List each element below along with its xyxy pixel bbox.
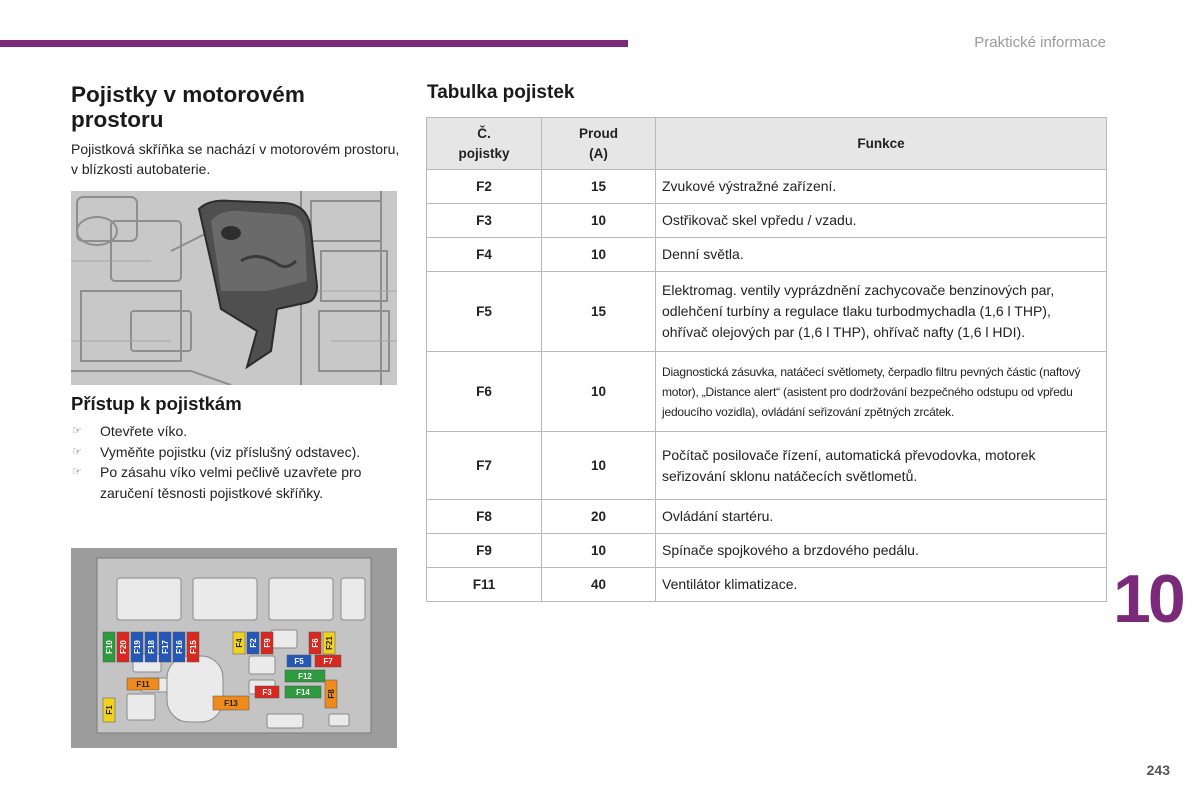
col-header-current: Proud (A) bbox=[542, 118, 656, 170]
fuse-label: F20 bbox=[119, 640, 128, 654]
step-text: Vyměňte pojistku (viz příslušný odstavec). bbox=[100, 443, 361, 460]
fuse-label: F16 bbox=[175, 640, 184, 654]
page-number: 243 bbox=[1146, 762, 1170, 778]
engine-fusebox-photo bbox=[71, 191, 397, 385]
table-title: Tabulka pojistek bbox=[427, 82, 575, 103]
current-cell: 15 bbox=[542, 272, 656, 352]
fuse-cell: F2 bbox=[427, 170, 542, 204]
fuse-cell: F8 bbox=[427, 500, 542, 534]
table-row bbox=[427, 534, 1107, 568]
step-text: Po zásahu víko velmi pečlivě uzavřete pro zaručení těsnosti pojistkové skříňky. bbox=[100, 464, 362, 501]
current-cell: 10 bbox=[542, 238, 656, 272]
access-heading: Přístup k pojistkám bbox=[71, 393, 242, 414]
fuse-cell: F9 bbox=[427, 534, 542, 568]
table-row bbox=[427, 432, 1107, 500]
fuse-cell: F11 bbox=[427, 568, 542, 602]
function-cell: Denní světla. bbox=[656, 238, 1107, 272]
fuse-cell: F6 bbox=[427, 352, 542, 432]
header-accent-bar bbox=[0, 40, 628, 47]
fuse-label: F17 bbox=[161, 640, 170, 654]
function-cell: Zvukové výstražné zařízení. bbox=[656, 170, 1107, 204]
hand-pointer-icon: ☞ bbox=[72, 445, 82, 458]
table-header-row bbox=[427, 118, 1107, 170]
fuse-cell: F4 bbox=[427, 238, 542, 272]
fuse-cell: F7 bbox=[427, 432, 542, 500]
fuse-label: F6 bbox=[311, 638, 320, 648]
function-cell: Elektromag. ventily vyprázdnění zachycovače benzinových par, odlehčení turbíny a regulace tlaku turbodmychadla (1,6 l THP), ohřívač olejových par (1,6 l THP), ohřívač nafty (1,6 l HDI). bbox=[656, 272, 1107, 352]
current-cell: 10 bbox=[542, 352, 656, 432]
fuse-label: F12 bbox=[298, 672, 312, 681]
step-item bbox=[71, 442, 401, 463]
table-row bbox=[427, 238, 1107, 272]
current-cell: 15 bbox=[542, 170, 656, 204]
fuse-layout-diagram bbox=[71, 548, 397, 748]
section-title: Praktické informace bbox=[974, 34, 1106, 51]
table-row bbox=[427, 500, 1107, 534]
page-title: Pojistky v motorovém prostoru bbox=[71, 82, 305, 132]
step-item bbox=[71, 462, 401, 503]
fuse-label: F2 bbox=[249, 638, 258, 648]
col-header-fuse: Č. pojistky bbox=[427, 118, 542, 170]
fuse-label: F7 bbox=[323, 657, 333, 666]
fuse-label: F15 bbox=[189, 640, 198, 654]
chapter-number: 10 bbox=[1113, 561, 1183, 637]
table-row bbox=[427, 568, 1107, 602]
intro-text: Pojistková skříňka se nachází v motorovém prostoru, v blízkosti autobaterie. bbox=[71, 141, 400, 177]
fuse-label: F4 bbox=[235, 638, 244, 648]
current-cell: 10 bbox=[542, 204, 656, 238]
table-row bbox=[427, 352, 1107, 432]
fuse-label: F1 bbox=[105, 705, 114, 715]
table-row bbox=[427, 204, 1107, 238]
function-cell: Diagnostická zásuvka, natáčecí světlomety, čerpadlo filtru pevných částic (naftový motor), „Distance alert“ (asistent pro dodržování bezpečného odstupu od vpředu jedoucího vozidla), ovládání seřizování zpětných zrcátek. bbox=[656, 352, 1107, 432]
fuse-label: F21 bbox=[325, 636, 334, 650]
function-cell: Ostřikovač skel vpředu / vzadu. bbox=[656, 204, 1107, 238]
fuse-label: F9 bbox=[263, 638, 272, 648]
current-cell: 10 bbox=[542, 432, 656, 500]
function-cell: Spínače spojkového a brzdového pedálu. bbox=[656, 534, 1107, 568]
function-cell: Počítač posilovače řízení, automatická převodovka, motorek seřizování sklonu natáčecích světlometů. bbox=[656, 432, 1107, 500]
current-cell: 20 bbox=[542, 500, 656, 534]
access-steps-list bbox=[71, 421, 401, 503]
fuse-label: F10 bbox=[105, 640, 114, 654]
fuse-label: F5 bbox=[294, 657, 304, 666]
fuse-label: F14 bbox=[296, 688, 310, 697]
fuse-label: F18 bbox=[147, 640, 156, 654]
table-row bbox=[427, 170, 1107, 204]
function-cell: Ventilátor klimatizace. bbox=[656, 568, 1107, 602]
hand-pointer-icon: ☞ bbox=[72, 425, 82, 437]
function-cell: Ovládání startéru. bbox=[656, 500, 1107, 534]
hand-pointer-icon: ☞ bbox=[72, 466, 82, 478]
table-row bbox=[427, 272, 1107, 352]
fuse-label: F8 bbox=[327, 689, 336, 699]
fuse-cell: F3 bbox=[427, 204, 542, 238]
fuse-cell: F5 bbox=[427, 272, 542, 352]
current-cell: 40 bbox=[542, 568, 656, 602]
fuse-label: F3 bbox=[262, 688, 272, 697]
fuse-label: F19 bbox=[133, 640, 142, 654]
step-item bbox=[71, 421, 401, 442]
fuse-table bbox=[426, 117, 1107, 602]
step-text: Otevřete víko. bbox=[100, 423, 188, 439]
col-header-function: Funkce bbox=[656, 118, 1107, 170]
fuse-label: F11 bbox=[136, 680, 150, 689]
current-cell: 10 bbox=[542, 534, 656, 568]
fuse-label: F13 bbox=[224, 699, 238, 708]
